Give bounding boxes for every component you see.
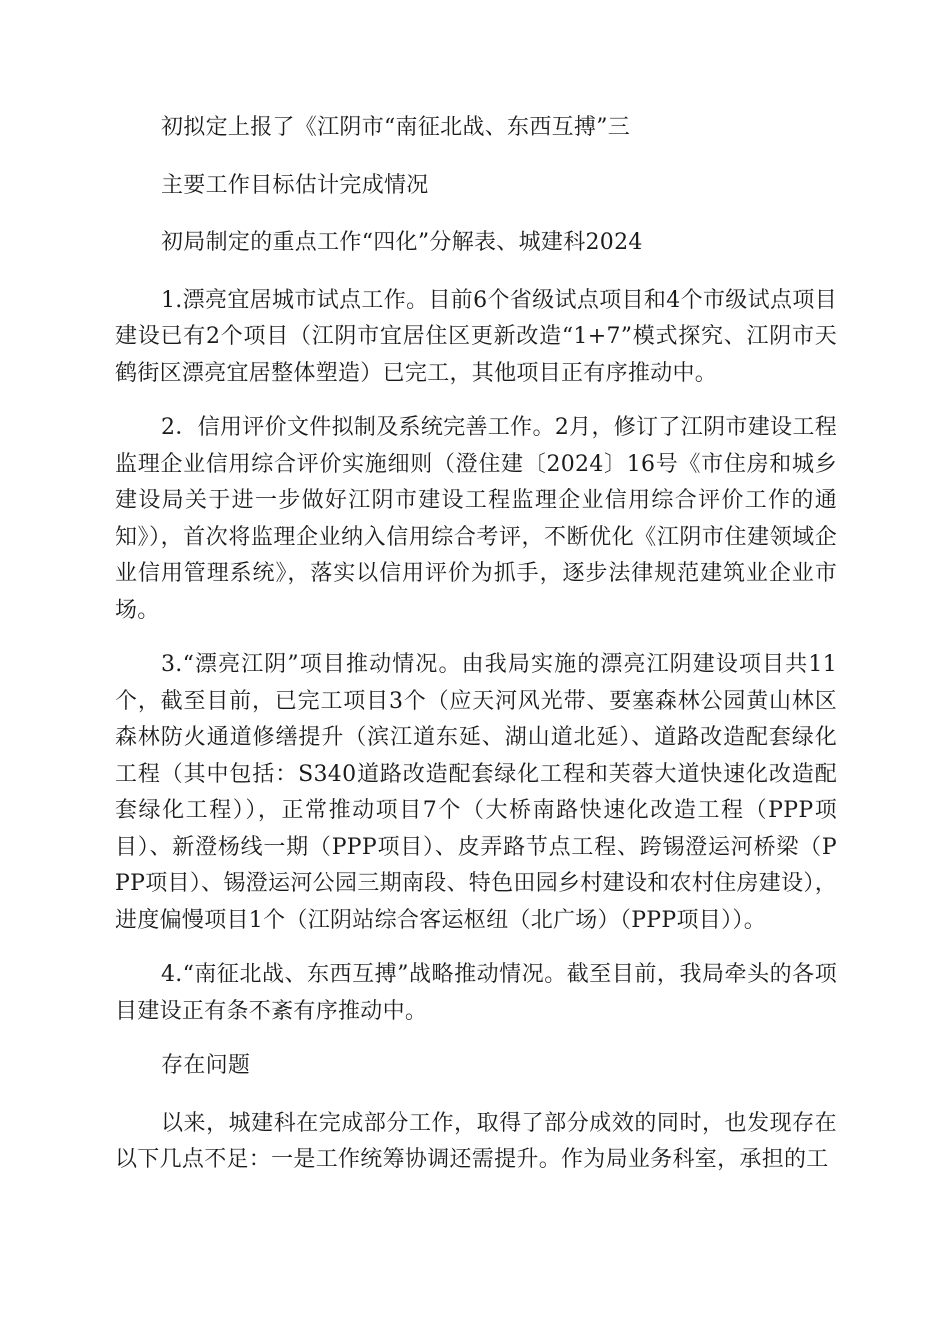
document-body [115,110,837,1197]
paragraph-heading-problems: 存在问题 [161,1053,251,1078]
paragraph-item-4: 4.“南征北战、东西互搏”战略推动情况。截至目前，我局牵头的各项目建设正有条不紊有序推动中。 [115,962,837,1024]
paragraph-breakdown-table: 初局制定的重点工作“四化”分解表、城建科2024 [161,230,643,255]
paragraph-item-2: 2．信用评价文件拟制及系统完善工作。2月，修订了江阴市建设工程监理企业信用综合评价实施细则（澄住建〔2024〕16号《市住房和城乡建设局关于进一步做好江阴市建设工程监理企业信用综合评价工作的通知》），首次将监理企业纳入信用综合考评，不断优化《江阴市住建领域企业信用管理系统》，落实以信用评价为抓手，逐步法律规范建筑业企业市场。 [115,415,837,623]
paragraph-item-3: 3.“漂亮江阴”项目推动情况。由我局实施的漂亮江阴建设项目共11个，截至目前，已完工项目3个（应天河风光带、要塞森林公园黄山林区森林防火通道修缮提升（滨江道东延、湖山道北延）、道路改造配套绿化工程（其中包括：S340道路改造配套绿化工程和芙蓉大道快速化改造配套绿化工程）），正常推动项目7个（大桥南路快速化改造工程（PPP项目）、新澄杨线一期（PPP项目）、皮弄路节点工程、跨锡澄运河桥梁（PPP项目）、锡澄运河公园三期南段、特色田园乡村建设和农村住房建设），进度偏慢项目1个（江阴站综合客运枢纽（北广场）（PPP项目））。 [115,652,837,933]
paragraph-heading-goals: 主要工作目标估计完成情况 [161,172,429,198]
paragraph-item-1: 1.漂亮宜居城市试点工作。目前6个省级试点项目和4个市级试点项目建设已有2个项目（江阴市宜居住区更新改造“1+7”模式探究、江阴市天鹤街区漂亮宜居整体塑造）已完工，其他项目正有序推动中。 [115,287,837,386]
paragraph-problems-intro: 以来，城建科在完成部分工作，取得了部分成效的同时，也发现存在以下几点不足：一是工作统筹协调还需提升。作为局业务科室，承担的工 [115,1110,837,1172]
paragraph-report-submission: 初拟定上报了《江阴市“南征北战、东西互搏”三 [161,115,631,140]
